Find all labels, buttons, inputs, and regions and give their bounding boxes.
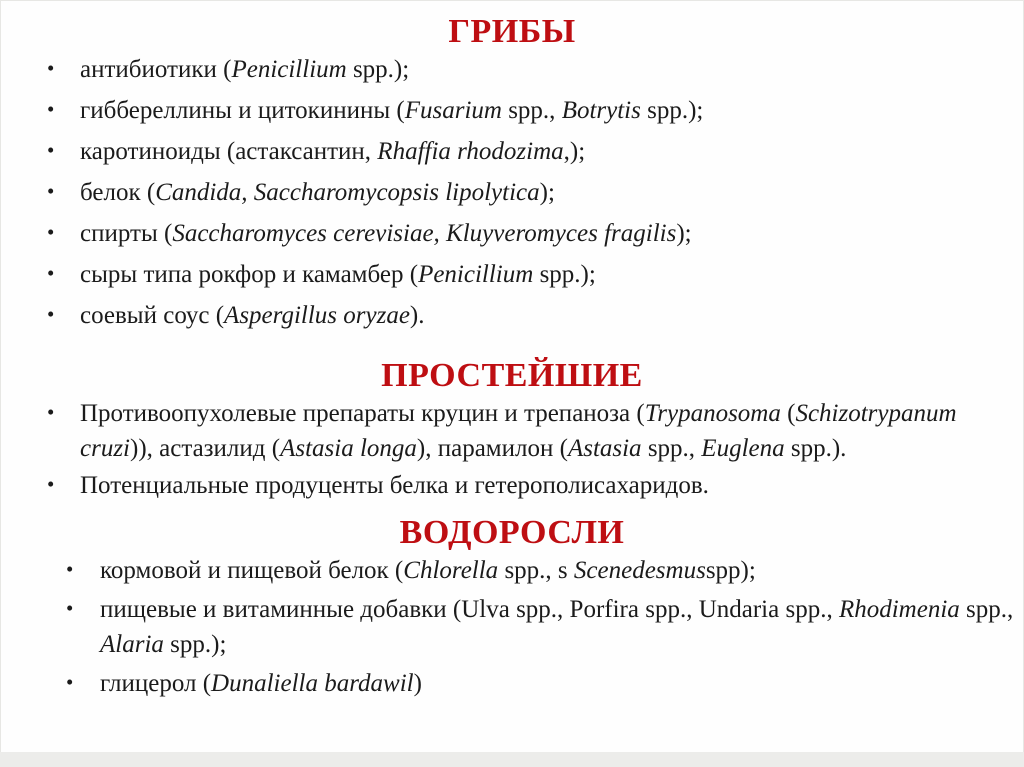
list-item bbox=[0, 216, 1024, 251]
list-item bbox=[0, 175, 1024, 210]
bullet-icon: • bbox=[66, 596, 74, 620]
list-item-text: сыры типа рокфор и камамбер (Penicillium spp.); bbox=[80, 261, 596, 288]
bullet-icon: • bbox=[47, 400, 55, 424]
list-item-text: глицерол (Dunaliella bardawil) bbox=[100, 670, 422, 697]
bullet-icon: • bbox=[47, 56, 55, 80]
list-item bbox=[0, 52, 1024, 87]
fungi-list bbox=[0, 52, 1024, 333]
list-item-text: соевый соус (Aspergillus oryzae). bbox=[80, 302, 425, 329]
list-item bbox=[0, 298, 1024, 333]
bullet-icon: • bbox=[47, 302, 55, 326]
list-item-text: каротиноиды (астаксантин, Rhaffia rhodozima,); bbox=[80, 138, 586, 165]
list-item-text: антибиотики (Penicillium spp.); bbox=[80, 56, 410, 83]
bullet-icon: • bbox=[47, 179, 55, 203]
list-item-text: гиббереллины и цитокинины (Fusarium spp., Botrytis spp.); bbox=[80, 97, 704, 124]
bullet-icon: • bbox=[47, 138, 55, 162]
list-item-text: спирты (Saccharomyces cerevisiae, Kluyveromyces fragilis); bbox=[80, 220, 692, 247]
section-title-algae: ВОДОРОСЛИ bbox=[399, 514, 625, 551]
list-item-text: пищевые и витаминные добавки (Ulva spp., Porfira spp., Undaria spp., Rhodimenia spp., Alaria spp.); bbox=[100, 596, 1014, 658]
protozoa-list bbox=[0, 396, 1024, 503]
list-item bbox=[0, 592, 1024, 662]
section-title-protozoa: ПРОСТЕЙШИЕ bbox=[381, 357, 643, 394]
list-item bbox=[0, 468, 1024, 503]
list-item bbox=[0, 396, 1024, 466]
bullet-icon: • bbox=[47, 261, 55, 285]
list-item bbox=[0, 553, 1024, 588]
bullet-icon: • bbox=[47, 472, 55, 496]
bullet-icon: • bbox=[66, 670, 74, 694]
list-item bbox=[0, 134, 1024, 169]
list-item bbox=[0, 666, 1024, 701]
bullet-icon: • bbox=[47, 97, 55, 121]
section-title-fungi: ГРИБЫ bbox=[448, 13, 576, 50]
list-item-text: Противоопухолевые препараты круцин и трепаноза (Trypanosoma (Schizotrypanum cruzi)), астазилид (Astasia longa), парамилон (Astasia spp., Euglena spp.). bbox=[80, 400, 957, 462]
bullet-icon: • bbox=[66, 557, 74, 581]
list-item-text: Потенциальные продуценты белка и гетерополисахаридов. bbox=[80, 472, 709, 499]
slide-bottom-edge bbox=[0, 752, 1024, 767]
list-item-text: белок (Candida, Saccharomycopsis lipolytica); bbox=[80, 179, 555, 206]
list-item bbox=[0, 257, 1024, 292]
bullet-icon: • bbox=[47, 220, 55, 244]
list-item bbox=[0, 93, 1024, 128]
list-item-text: кормовой и пищевой белок (Chlorella spp., s Scenedesmusspp); bbox=[100, 557, 756, 584]
algae-list bbox=[0, 553, 1024, 701]
